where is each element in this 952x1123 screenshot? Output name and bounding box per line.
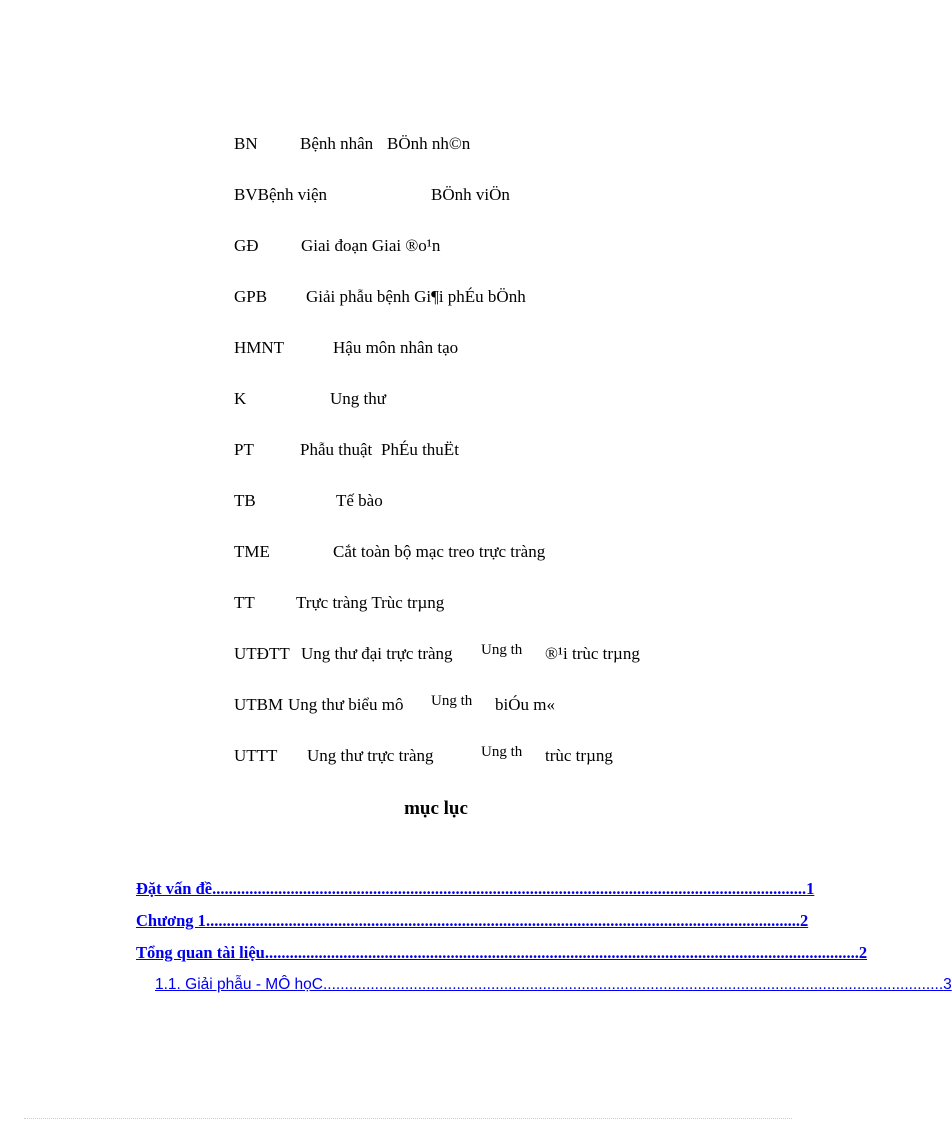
toc-link-tong-quan[interactable]: [136, 943, 868, 975]
abbr-term-legacy-prefix: Ung th: [481, 642, 523, 658]
toc-label: Chương 1: [136, 911, 206, 930]
abbr-code: UTTT: [234, 746, 278, 765]
abbr-code: TB: [234, 491, 256, 510]
table-of-contents: [136, 879, 952, 1007]
page-bottom-divider: [24, 1118, 792, 1119]
abbr-code: BVBệnh viện: [234, 185, 328, 204]
abbr-code: UTBM: [234, 695, 284, 714]
abbr-term-legacy: ®¹i trùc trµng: [545, 644, 640, 663]
abbr-code: GPB: [234, 287, 268, 306]
abbr-term: Ung thư trực tràng: [307, 746, 434, 765]
toc-link-dat-van-de[interactable]: [136, 879, 815, 911]
toc-link-giai-phau[interactable]: [136, 975, 952, 1007]
abbr-term: Cắt toàn bộ mạc treo trực tràng: [333, 542, 546, 561]
abbr-code: K: [234, 389, 247, 408]
abbr-term-legacy-prefix: Ung th: [431, 693, 473, 709]
abbr-term: Phẫu thuật: [300, 440, 373, 459]
toc-page-number: 2: [858, 943, 868, 962]
abbr-term-legacy: BÖnh viÖn: [431, 185, 510, 204]
toc-leader: ................................................................................................................................................: [323, 976, 944, 993]
abbr-code: UTĐTT: [234, 644, 290, 663]
toc-leader: ................................................................................................................................................: [205, 911, 800, 930]
abbr-term: Hậu môn nhân tạo: [333, 338, 459, 357]
toc-leader: ................................................................................................................................................: [212, 879, 807, 898]
abbr-term: Tế bào: [336, 491, 383, 510]
toc-heading: mục lục: [404, 798, 468, 819]
toc-leader: ................................................................................................................................................: [264, 943, 859, 962]
toc-page-number: 1: [806, 879, 815, 898]
abbr-term: Ung thư biểu mô: [288, 695, 404, 714]
toc-link-chuong-1[interactable]: [136, 911, 809, 943]
abbr-code: GĐ: [234, 236, 259, 255]
abbr-term-legacy: BÖnh nh©n: [387, 134, 471, 153]
toc-label: Đặt vấn đề: [136, 879, 213, 898]
abbr-term: Giai đoạn Giai ®o¹n: [301, 236, 441, 255]
abbr-term: Ung thư đại trực tràng: [301, 644, 453, 663]
abbr-code: PT: [234, 440, 254, 459]
toc-page-number: 2: [799, 911, 809, 930]
toc-page-number: 3: [943, 976, 952, 993]
abbr-term: Ung thư: [330, 389, 386, 408]
abbr-term-legacy: biÓu m«: [495, 695, 555, 714]
abbr-term: Bệnh nhân: [300, 134, 374, 153]
abbr-code: BN: [234, 134, 258, 153]
toc-label: 1.1. Giải phẫu - MÔ họC: [155, 976, 323, 993]
abbr-term-legacy-prefix: Ung th: [481, 744, 523, 760]
abbr-code: TME: [234, 542, 270, 561]
abbr-term-legacy: PhÉu thuËt: [381, 440, 459, 459]
abbr-term-legacy: trùc trµng: [545, 746, 613, 765]
toc-label: Tổng quan tài liệu: [136, 943, 265, 962]
abbr-code: HMNT: [234, 338, 285, 357]
abbr-code: TT: [234, 593, 255, 612]
abbr-term: Trực tràng Trùc trµng: [296, 593, 445, 612]
abbr-term: Giải phẫu bệnh Gi¶i phÉu bÖnh: [306, 287, 526, 306]
